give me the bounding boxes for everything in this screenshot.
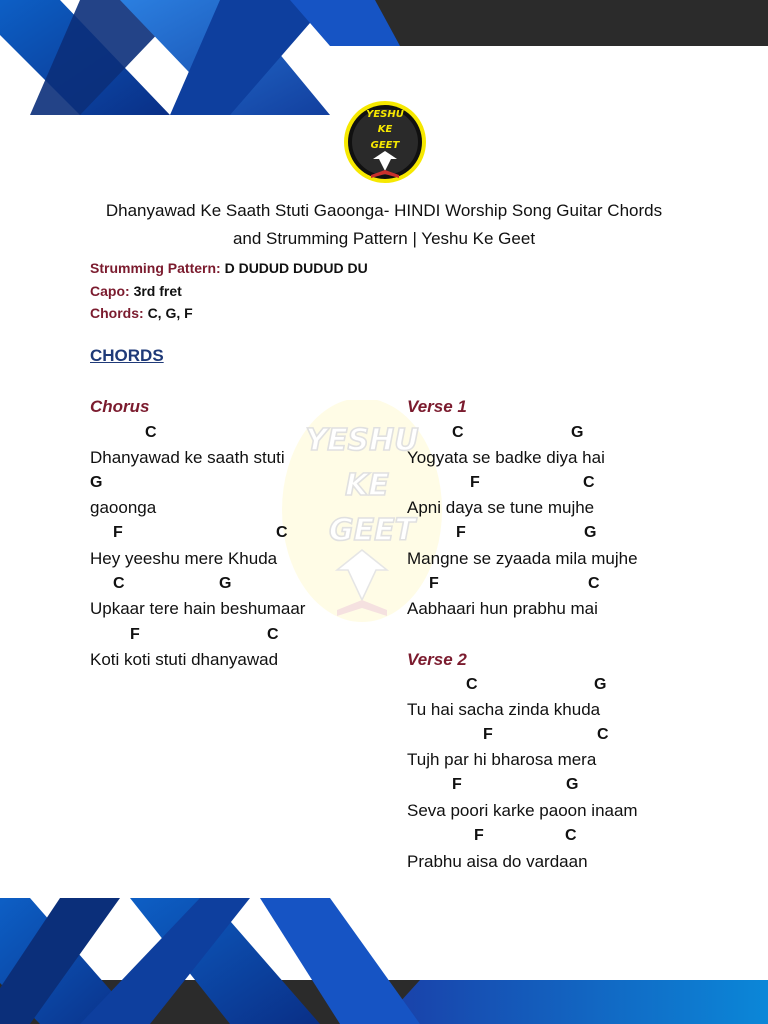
chord-label: C	[588, 575, 600, 592]
chord-label: F	[130, 626, 140, 643]
chord-label: F	[452, 776, 462, 793]
logo-text-line2: KE	[377, 124, 393, 135]
chord-label: F	[456, 524, 466, 541]
chord-label: C	[466, 676, 478, 693]
chord-label: C	[113, 575, 125, 592]
chord-label: C	[267, 626, 279, 643]
lyric-line: Tu hai sacha zinda khuda	[407, 700, 601, 719]
chord-label: C	[145, 424, 157, 441]
lyric-line: gaoonga	[90, 498, 157, 517]
yeshu-ke-geet-logo	[343, 97, 427, 187]
chord-label: C	[452, 424, 464, 441]
chord-label: C	[565, 827, 577, 844]
lyric-line: Mangne se zyaada mila mujhe	[407, 549, 638, 568]
lyric-line: Prabhu aisa do vardaan	[407, 852, 588, 871]
lyric-line: Dhanyawad ke saath stuti	[90, 448, 285, 467]
chord-label: G	[571, 424, 584, 441]
lyric-line: Hey yeeshu mere Khuda	[90, 549, 278, 568]
lyric-line: Yogyata se badke diya hai	[407, 448, 605, 467]
chord-label: G	[594, 676, 607, 693]
chorus-heading: Chorus	[90, 397, 150, 416]
page-title	[60, 197, 708, 253]
chord-label: C	[276, 524, 288, 541]
strumming-pattern	[90, 260, 368, 276]
chord-label: C	[583, 474, 595, 491]
chords-value: C, G, F	[147, 305, 193, 321]
title-line-2: and Strumming Pattern | Yeshu Ke Geet	[232, 229, 536, 248]
verse2-heading: Verse 2	[407, 650, 467, 669]
watermark-text-line1: YESHU	[305, 423, 419, 458]
capo-info	[90, 283, 182, 299]
strumming-label: Strumming Pattern:	[90, 260, 221, 276]
watermark-text-line2: KE	[345, 468, 389, 503]
capo-label: Capo:	[90, 283, 130, 299]
chords-heading: CHORDS	[90, 346, 164, 365]
lyric-line: Seva poori karke paoon inaam	[407, 801, 638, 820]
chord-label: F	[470, 474, 480, 491]
verse1-heading: Verse 1	[407, 397, 467, 416]
logo-text-line1: YESHU	[366, 109, 404, 120]
lyric-line: Upkaar tere hain beshumaar	[90, 599, 306, 618]
lyric-line: Tujh par hi bharosa mera	[407, 750, 597, 769]
lyric-line: Apni daya se tune mujhe	[407, 498, 595, 517]
chord-label: F	[474, 827, 484, 844]
lyric-line: Koti koti stuti dhanyawad	[90, 650, 279, 669]
chord-label: C	[597, 726, 609, 743]
logo-text-line3: GEET	[370, 140, 400, 151]
lyric-line: Aabhaari hun prabhu mai	[407, 599, 598, 618]
watermark-text-line3: GEET	[328, 513, 416, 548]
chords-label: Chords:	[90, 305, 144, 321]
chord-label: F	[483, 726, 493, 743]
chord-label: G	[566, 776, 579, 793]
bottom-decoration-banner	[0, 893, 768, 1024]
chords-info	[90, 305, 193, 321]
capo-value: 3rd fret	[133, 283, 182, 299]
chord-label: G	[90, 474, 103, 491]
strumming-value: D DUDUD DUDUD DU	[224, 260, 368, 276]
chord-label: F	[429, 575, 439, 592]
chord-label: F	[113, 524, 123, 541]
chord-label: G	[584, 524, 597, 541]
title-line-1: Dhanyawad Ke Saath Stuti Gaoonga- HINDI Worship Song Guitar Chords	[105, 201, 663, 220]
chord-label: G	[219, 575, 232, 592]
